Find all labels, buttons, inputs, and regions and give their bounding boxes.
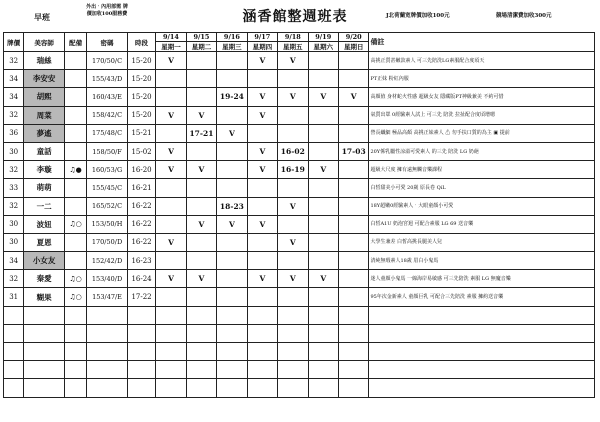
empty-cell <box>127 306 155 324</box>
day-cell <box>156 197 186 215</box>
stylist-name: 秦愛 <box>24 270 65 288</box>
empty-cell <box>87 324 128 342</box>
day-cell <box>278 70 308 88</box>
price-cell: 32 <box>4 106 24 124</box>
day-cell: V <box>217 215 247 233</box>
empty-cell <box>247 343 277 361</box>
empty-cell <box>278 343 308 361</box>
day-cell <box>338 252 368 270</box>
day-cell <box>217 52 247 70</box>
day-cell <box>186 52 216 70</box>
col-stylist: 美容師 <box>24 33 65 52</box>
stylist-name: 李璇 <box>24 161 65 179</box>
day-cell: V <box>308 161 338 179</box>
stylist-name: 糊果 <box>24 288 65 306</box>
empty-cell <box>278 379 308 397</box>
empty-cell <box>308 379 338 397</box>
price-cell: 34 <box>4 70 24 88</box>
day-cell <box>308 52 338 70</box>
empty-cell <box>369 361 595 379</box>
day-cell <box>278 106 308 124</box>
empty-cell <box>338 343 368 361</box>
empty-cell <box>156 324 186 342</box>
day-weekday: 星期一 <box>156 42 186 52</box>
code-cell: 155/43/D <box>87 70 128 88</box>
col-hours: 時段 <box>127 33 155 52</box>
price-cell: 32 <box>4 270 24 288</box>
assist-cell <box>64 179 86 197</box>
price-cell: 32 <box>4 197 24 215</box>
assist-cell <box>64 197 86 215</box>
day-cell <box>247 124 277 142</box>
col-code: 密碼 <box>87 33 128 52</box>
day-cell <box>278 252 308 270</box>
empty-cell <box>87 361 128 379</box>
price-cell: 30 <box>4 215 24 233</box>
stylist-name: 瑞絲 <box>24 52 65 70</box>
day-cell <box>217 70 247 88</box>
day-cell <box>338 179 368 197</box>
code-cell: 160/53/G <box>87 161 128 179</box>
empty-cell <box>24 343 65 361</box>
day-cell <box>247 197 277 215</box>
remark-cell: 氣質出眾 0經驗素人試上 可三先 陪洗 拉扯配合度頃增嗯 <box>369 106 595 124</box>
remark-cell: 營長纖細 極品高顏 高挑正妹素人 ⚠ 勿手扶口質的為主 ▣ 提前 <box>369 124 595 142</box>
empty-cell <box>369 343 595 361</box>
stylist-name: 夏恩 <box>24 233 65 251</box>
empty-cell <box>247 324 277 342</box>
table-row <box>4 124 595 142</box>
empty-cell <box>217 379 247 397</box>
day-cell <box>278 179 308 197</box>
day-cell: V <box>186 215 216 233</box>
day-date: 9/16 <box>217 33 247 42</box>
day-cell <box>338 106 368 124</box>
empty-cell <box>369 306 595 324</box>
day-cell <box>156 88 186 106</box>
stylist-name: 波妞 <box>24 215 65 233</box>
empty-cell <box>87 306 128 324</box>
day-cell <box>247 70 277 88</box>
day-cell: V <box>156 161 186 179</box>
empty-cell <box>338 324 368 342</box>
code-cell: 152/42/D <box>87 252 128 270</box>
day-cell: V <box>338 88 368 106</box>
stylist-name: 小女友 <box>24 252 65 270</box>
price-cell: 32 <box>4 161 24 179</box>
empty-cell <box>156 343 186 361</box>
empty-cell <box>217 361 247 379</box>
table-row <box>4 179 595 197</box>
day-cell: V <box>278 52 308 70</box>
day-cell: V <box>186 270 216 288</box>
day-cell <box>186 233 216 251</box>
fee-note-left <box>72 4 142 18</box>
remark-cell: 20Y係乳屬性涼溢可愛素人 的三先 陪洗 LG 奶葩 <box>369 142 595 160</box>
day-cell <box>338 288 368 306</box>
code-cell: 153/50/H <box>87 215 128 233</box>
day-cell <box>217 106 247 124</box>
empty-cell <box>64 306 86 324</box>
price-cell: 30 <box>4 233 24 251</box>
hours-cell: 15-20 <box>127 88 155 106</box>
day-cell: V <box>156 142 186 160</box>
stylist-name: 李安安 <box>24 70 65 88</box>
day-cell <box>308 70 338 88</box>
empty-cell <box>24 361 65 379</box>
empty-cell <box>308 343 338 361</box>
code-cell: 175/48/C <box>87 124 128 142</box>
empty-cell <box>4 343 24 361</box>
schedule-table <box>3 32 595 398</box>
day-cell <box>217 252 247 270</box>
day-cell <box>217 142 247 160</box>
empty-cell <box>278 361 308 379</box>
day-cell: V <box>278 233 308 251</box>
hours-cell: 16-22 <box>127 233 155 251</box>
day-cell: V <box>278 88 308 106</box>
day-weekday: 星期五 <box>278 42 308 52</box>
empty-cell <box>127 361 155 379</box>
assist-cell: ♫○ <box>64 215 86 233</box>
empty-cell <box>24 306 65 324</box>
fee-note-right1: J北荷蘭宽牌價加收100元 <box>386 13 450 19</box>
empty-row <box>4 361 595 379</box>
day-cell: V <box>217 124 247 142</box>
empty-cell <box>217 343 247 361</box>
day-weekday: 星期四 <box>247 42 277 52</box>
day-cell <box>247 233 277 251</box>
empty-cell <box>278 306 308 324</box>
day-cell: 16-02 <box>278 142 308 160</box>
hours-cell: 15-20 <box>127 70 155 88</box>
day-cell <box>338 52 368 70</box>
price-cell: 36 <box>4 124 24 142</box>
empty-cell <box>217 324 247 342</box>
hours-cell: 16-22 <box>127 215 155 233</box>
code-cell: 158/50/F <box>87 142 128 160</box>
day-cell <box>186 179 216 197</box>
table-row <box>4 106 595 124</box>
table-row <box>4 252 595 270</box>
day-cell <box>278 215 308 233</box>
day-date: 9/15 <box>186 33 216 42</box>
day-cell <box>308 142 338 160</box>
day-cell <box>186 197 216 215</box>
empty-cell <box>4 361 24 379</box>
remark-cell: 高顏值 身材蛇火性感 超級女友 隱藏版PT神級兼美 不約可惜 <box>369 88 595 106</box>
empty-cell <box>186 324 216 342</box>
price-cell: 34 <box>4 252 24 270</box>
code-cell: 160/43/E <box>87 88 128 106</box>
day-cell <box>186 70 216 88</box>
day-cell <box>308 179 338 197</box>
day-cell: V <box>247 161 277 179</box>
day-cell <box>338 161 368 179</box>
assist-cell <box>64 106 86 124</box>
empty-cell <box>308 306 338 324</box>
hours-cell: 15-21 <box>127 124 155 142</box>
day-weekday: 星期三 <box>217 42 247 52</box>
day-cell <box>186 142 216 160</box>
day-cell <box>156 179 186 197</box>
hours-cell: 15-02 <box>127 142 155 160</box>
empty-cell <box>64 361 86 379</box>
table-row <box>4 215 595 233</box>
fee-note-line1: 外出‧內用部需 牌 <box>86 4 128 10</box>
assist-cell <box>64 142 86 160</box>
day-cell <box>186 252 216 270</box>
empty-cell <box>156 306 186 324</box>
empty-cell <box>247 361 277 379</box>
table-row <box>4 197 595 215</box>
day-cell <box>338 124 368 142</box>
day-cell <box>338 270 368 288</box>
assist-cell <box>64 70 86 88</box>
col-assist: 配備 <box>64 33 86 52</box>
assist-cell: ♫○ <box>64 270 86 288</box>
day-cell <box>217 179 247 197</box>
day-cell <box>338 215 368 233</box>
empty-cell <box>127 324 155 342</box>
day-cell <box>156 70 186 88</box>
empty-row <box>4 306 595 324</box>
code-cell: 158/42/C <box>87 106 128 124</box>
empty-cell <box>308 324 338 342</box>
empty-cell <box>308 361 338 379</box>
header <box>0 0 600 30</box>
day-cell <box>156 288 186 306</box>
assist-cell <box>64 252 86 270</box>
day-cell: V <box>308 270 338 288</box>
day-cell: V <box>308 88 338 106</box>
day-cell <box>247 179 277 197</box>
stylist-name: 萌萌 <box>24 179 65 197</box>
empty-cell <box>64 379 86 397</box>
day-cell <box>278 124 308 142</box>
day-cell <box>217 161 247 179</box>
day-cell: 19-24 <box>217 88 247 106</box>
empty-cell <box>278 324 308 342</box>
day-cell <box>156 124 186 142</box>
day-cell: V <box>156 106 186 124</box>
day-cell: 17-21 <box>186 124 216 142</box>
day-cell <box>156 215 186 233</box>
empty-cell <box>217 306 247 324</box>
day-cell <box>308 288 338 306</box>
empty-cell <box>186 306 216 324</box>
remark-cell: 清純無瑕素人18歲 眉白小鬼馬 <box>369 252 595 270</box>
empty-cell <box>4 324 24 342</box>
remark-cell: PT正妹 粉紅內服 <box>369 70 595 88</box>
empty-cell <box>64 324 86 342</box>
day-cell <box>217 270 247 288</box>
day-cell: 16-19 <box>278 161 308 179</box>
day-cell: V <box>186 106 216 124</box>
empty-cell <box>338 361 368 379</box>
assist-cell <box>64 88 86 106</box>
hours-cell: 17-22 <box>127 288 155 306</box>
empty-cell <box>156 379 186 397</box>
empty-cell <box>186 379 216 397</box>
day-cell: 18-23 <box>217 197 247 215</box>
day-cell: V <box>247 106 277 124</box>
code-cell: 170/50/D <box>87 233 128 251</box>
day-cell <box>156 252 186 270</box>
hours-cell: 16-21 <box>127 179 155 197</box>
day-cell: V <box>247 142 277 160</box>
assist-cell <box>64 233 86 251</box>
assist-cell: ♫● <box>64 161 86 179</box>
day-cell: V <box>156 52 186 70</box>
day-cell <box>338 197 368 215</box>
empty-row <box>4 343 595 361</box>
day-date: 9/14 <box>156 33 186 42</box>
code-cell: 153/40/D <box>87 270 128 288</box>
day-cell <box>247 288 277 306</box>
page-title: 涵香館整週班表 <box>242 9 348 25</box>
day-cell <box>308 215 338 233</box>
day-cell <box>186 88 216 106</box>
stylist-name: 周菜 <box>24 106 65 124</box>
day-cell <box>217 288 247 306</box>
code-cell: 155/45/C <box>87 179 128 197</box>
price-cell: 32 <box>4 52 24 70</box>
empty-cell <box>24 324 65 342</box>
empty-cell <box>87 343 128 361</box>
remark-cell: 18Y超嫩0經驗素人‧大眼童顏小可愛 <box>369 197 595 215</box>
day-date: 9/20 <box>338 33 368 42</box>
col-price: 牌價 <box>4 33 24 52</box>
table-row <box>4 70 595 88</box>
day-cell: V <box>278 197 308 215</box>
table-row <box>4 142 595 160</box>
remark-cell: 白皙甜美小可愛 20歲 原長卷 QiL <box>369 179 595 197</box>
remark-cell: 大學生兼差 白皙高挑長腿美人兒 <box>369 233 595 251</box>
fee-note-line2: 價加收100服務費 <box>86 11 128 17</box>
table-row <box>4 233 595 251</box>
price-cell: 30 <box>4 142 24 160</box>
assist-cell: ♫○ <box>64 288 86 306</box>
day-cell: V <box>278 270 308 288</box>
hours-cell: 16-22 <box>127 197 155 215</box>
shift-label: 早班 <box>34 12 50 22</box>
price-cell: 34 <box>4 88 24 106</box>
day-cell <box>338 233 368 251</box>
price-cell: 33 <box>4 179 24 197</box>
empty-cell <box>247 306 277 324</box>
empty-cell <box>186 343 216 361</box>
day-cell <box>308 252 338 270</box>
day-date: 9/19 <box>308 33 338 42</box>
stylist-name: 童話 <box>24 142 65 160</box>
day-cell <box>308 106 338 124</box>
remark-cell: 白皙A1U 奶泡宮迴 可配合素服 LG 69 送音樂 <box>369 215 595 233</box>
table-row <box>4 52 595 70</box>
empty-cell <box>369 324 595 342</box>
stylist-name: 胡熙 <box>24 88 65 106</box>
empty-cell <box>338 306 368 324</box>
code-cell: 165/52/C <box>87 197 128 215</box>
empty-cell <box>156 361 186 379</box>
day-cell: V <box>247 52 277 70</box>
remark-cell: 超級大尺度 擁有遠無觸音樂課程 <box>369 161 595 179</box>
day-cell <box>338 70 368 88</box>
day-cell <box>308 124 338 142</box>
day-cell <box>186 288 216 306</box>
assist-cell <box>64 124 86 142</box>
price-cell: 31 <box>4 288 24 306</box>
hours-cell: 15-20 <box>127 52 155 70</box>
assist-cell <box>64 52 86 70</box>
day-cell <box>308 197 338 215</box>
code-cell: 170/50/C <box>87 52 128 70</box>
day-cell: V <box>156 233 186 251</box>
remark-cell: 迷人童顏小鬼馬 一線海岸易敏感 可三先陪洗 素服 LG 無魔音樂 <box>369 270 595 288</box>
stylist-name: 一二 <box>24 197 65 215</box>
day-weekday: 星期日 <box>338 42 368 52</box>
empty-row <box>4 324 595 342</box>
empty-cell <box>87 379 128 397</box>
day-weekday: 星期六 <box>308 42 338 52</box>
empty-cell <box>4 306 24 324</box>
empty-cell <box>247 379 277 397</box>
empty-cell <box>4 379 24 397</box>
day-cell: 17-03 <box>338 142 368 160</box>
table-row <box>4 161 595 179</box>
empty-cell <box>186 361 216 379</box>
table-row <box>4 88 595 106</box>
table-row <box>4 270 595 288</box>
day-cell: V <box>247 270 277 288</box>
empty-cell <box>127 379 155 397</box>
empty-cell <box>127 343 155 361</box>
col-remark: 備註 <box>369 33 595 52</box>
hours-cell: 16-24 <box>127 270 155 288</box>
day-cell: V <box>247 88 277 106</box>
day-cell: V <box>247 215 277 233</box>
day-date: 9/18 <box>278 33 308 42</box>
day-cell <box>308 233 338 251</box>
day-cell: V <box>156 270 186 288</box>
hours-cell: 16-20 <box>127 161 155 179</box>
empty-cell <box>369 379 595 397</box>
remark-cell: 95年次金新素人 童顏巨乳 可配合三先陪洗 素服 擁約送音樂 <box>369 288 595 306</box>
day-date: 9/17 <box>247 33 277 42</box>
day-cell: V <box>186 161 216 179</box>
empty-cell <box>24 379 65 397</box>
day-cell <box>217 233 247 251</box>
day-weekday: 星期二 <box>186 42 216 52</box>
remark-cell: 高挑正質甚嫩款素人 可三先陪洗LG素服配合度頃天 <box>369 52 595 70</box>
empty-row <box>4 379 595 397</box>
hours-cell: 16-23 <box>127 252 155 270</box>
fee-note-right2: 競場清潔費加收300元 <box>496 13 552 19</box>
empty-cell <box>338 379 368 397</box>
empty-cell <box>64 343 86 361</box>
code-cell: 153/47/E <box>87 288 128 306</box>
table-row <box>4 288 595 306</box>
day-cell <box>247 252 277 270</box>
header-row-dates <box>4 33 595 42</box>
day-cell <box>278 288 308 306</box>
stylist-name: 夢遙 <box>24 124 65 142</box>
hours-cell: 15-20 <box>127 106 155 124</box>
